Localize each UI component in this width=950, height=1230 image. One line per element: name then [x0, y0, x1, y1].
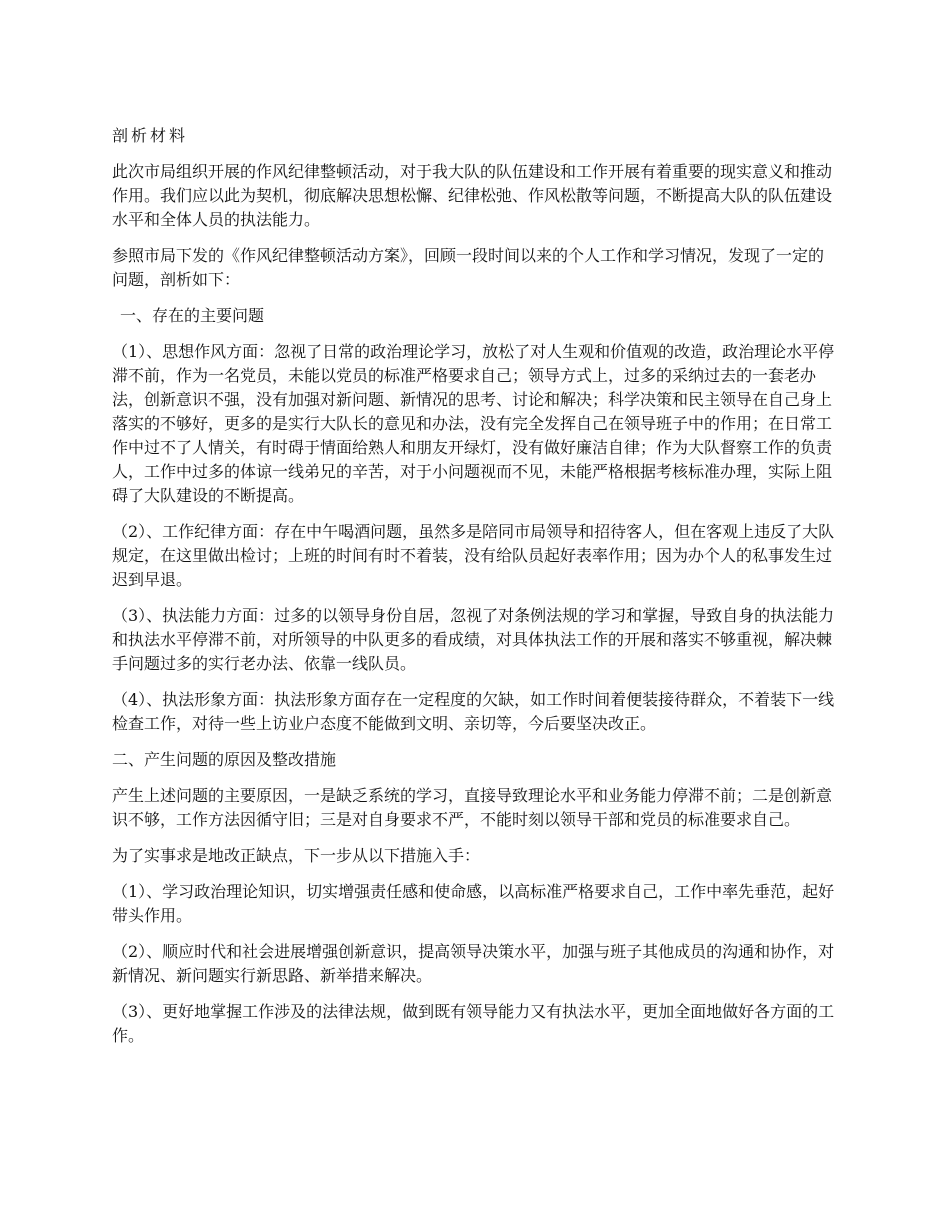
- section-2-item-3: （3）、更好地掌握工作涉及的法律法规，做到既有领导能力又有执法水平，更加全面地做好各方面的工作。: [112, 1002, 835, 1045]
- section-2-lead-paragraph: 为了实事求是地改正缺点，下一步从以下措施入手：: [112, 846, 481, 865]
- section-1-item-4: （4）、执法形象方面：执法形象方面存在一定程度的欠缺，如工作时间着便装接待群众，不着装下一线检查工作，对待一些上访业户态度不能做到文明、亲切等，今后要坚决改正。: [112, 690, 835, 733]
- document-title: 剖析材料: [112, 126, 189, 145]
- section-2-item-2: （2）、顺应时代和社会进展增强创新意识，提高领导决策水平，加强与班子其他成员的沟通和协作，对新情况、新问题实行新思路、新举措来解决。: [112, 942, 835, 985]
- section-2-cause-paragraph: 产生上述问题的主要原因，一是缺乏系统的学习，直接导致理论水平和业务能力停滞不前；二是创新意识不够，工作方法因循守旧；三是对自身要求不严，不能时刻以领导干部和党员的标准要求自己。: [112, 786, 833, 829]
- intro-paragraph-2: 参照市局下发的《作风纪律整顿活动方案》，回顾一段时间以来的个人工作和学习情况，发现了一定的问题，剖析如下：: [112, 246, 825, 289]
- document-page: [112, 124, 836, 1060]
- section-2-item-1: （1）、学习政治理论知识，切实增强责任感和使命感，以高标准严格要求自己，工作中率先垂范，起好带头作用。: [112, 882, 835, 925]
- intro-paragraph-1: 此次市局组织开展的作风纪律整顿活动，对于我大队的队伍建设和工作开展有着重要的现实意义和推动作用。我们应以此为契机，彻底解决思想松懈、纪律松弛、作风松散等问题，不断提高大队的队伍建设水平和全体人员的执法能力。: [112, 162, 833, 229]
- section-1-item-2: （2）、工作纪律方面：存在中午喝酒问题，虽然多是陪同市局领导和招待客人，但在客观上违反了大队规定，在这里做出检讨；上班的时间有时不着装，没有给队员起好表率作用；因为办个人的私事发生过迟到早退。: [112, 522, 835, 589]
- section-1-item-3: （3）、执法能力方面：过多的以领导身份自居，忽视了对条例法规的学习和掌握，导致自身的执法能力和执法水平停滞不前，对所领导的中队更多的看成绩，对具体执法工作的开展和落实不够重视，解决棘手问题过多的实行老办法、依靠一线队员。: [112, 606, 835, 673]
- section-1-heading: 一、存在的主要问题: [120, 306, 265, 325]
- section-1-item-1: （1）、思想作风方面：忽视了日常的政治理论学习，放松了对人生观和价值观的改造，政治理论水平停滞不前，作为一名党员，未能以党员的标准严格要求自己；领导方式上，过多的采纳过去的一套老办法，创新意识不强，没有加强对新问题、新情况的思考、讨论和解决；科学决策和民主领导在自己身上落实的不够好，更多的是实行大队长的意见和办法，没有完全发挥自己在领导班子中的作用；在日常工作中过不了人情关，有时碍于情面给熟人和朋友开绿灯，没有做好廉洁自律；作为大队督察工作的负责人，工作中过多的体谅一线弟兄的辛苦，对于小问题视而不见，未能严格根据考核标准办理，实际上阻碍了大队建设的不断提高。: [112, 342, 835, 505]
- section-2-heading: 二、产生问题的原因及整改措施: [112, 750, 337, 769]
